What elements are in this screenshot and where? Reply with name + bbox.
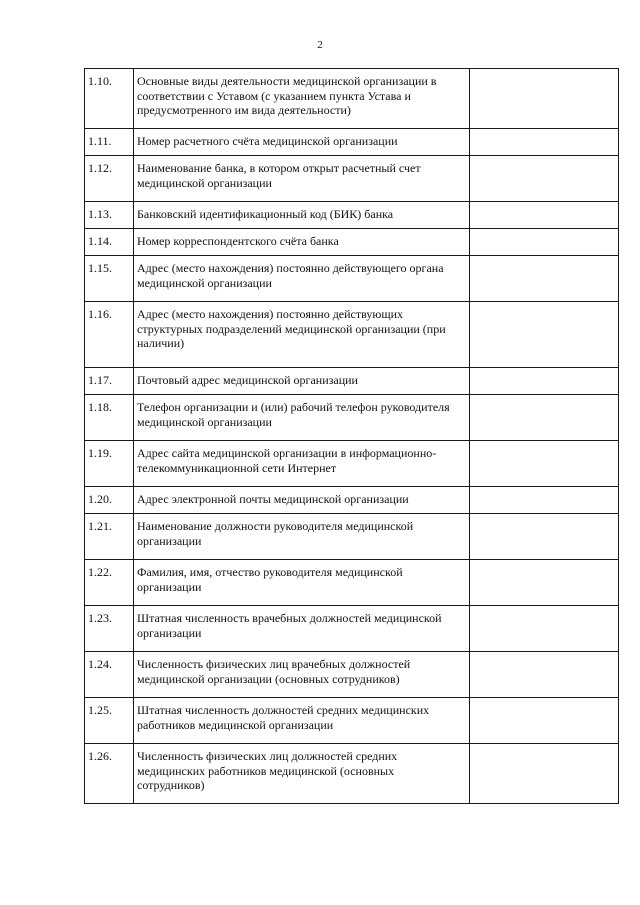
row-number: 1.11. — [85, 129, 134, 156]
row-number: 1.17. — [85, 368, 134, 395]
table-row — [85, 441, 619, 487]
row-value-cell[interactable] — [470, 229, 619, 256]
organization-info-table — [84, 68, 619, 804]
row-description: Штатная численность должностей средних медицинских работников медицинской организации — [134, 698, 470, 744]
row-value-cell[interactable] — [470, 606, 619, 652]
table-row — [85, 202, 619, 229]
row-value-cell[interactable] — [470, 441, 619, 487]
row-description: Банковский идентификационный код (БИК) банка — [134, 202, 470, 229]
row-description: Наименование должности руководителя медицинской организации — [134, 514, 470, 560]
row-number: 1.22. — [85, 560, 134, 606]
table-row — [85, 514, 619, 560]
row-number: 1.12. — [85, 156, 134, 202]
table-row — [85, 229, 619, 256]
row-number: 1.18. — [85, 395, 134, 441]
row-description: Адрес (место нахождения) постоянно действующих структурных подразделений медицинской организации (при наличии) — [134, 302, 470, 368]
table-row — [85, 606, 619, 652]
row-value-cell[interactable] — [470, 129, 619, 156]
row-description: Почтовый адрес медицинской организации — [134, 368, 470, 395]
row-number: 1.10. — [85, 69, 134, 129]
table-row — [85, 129, 619, 156]
row-description: Численность физических лиц должностей средних медицинских работников медицинской (основных сотрудников) — [134, 744, 470, 804]
row-value-cell[interactable] — [470, 744, 619, 804]
row-number: 1.24. — [85, 652, 134, 698]
row-number: 1.14. — [85, 229, 134, 256]
row-description: Номер расчетного счёта медицинской организации — [134, 129, 470, 156]
row-number: 1.19. — [85, 441, 134, 487]
row-number: 1.25. — [85, 698, 134, 744]
row-number: 1.15. — [85, 256, 134, 302]
row-description: Адрес электронной почты медицинской организации — [134, 487, 470, 514]
row-description: Номер корреспондентского счёта банка — [134, 229, 470, 256]
row-number: 1.20. — [85, 487, 134, 514]
row-number: 1.13. — [85, 202, 134, 229]
table-row — [85, 302, 619, 368]
row-description: Фамилия, имя, отчество руководителя медицинской организации — [134, 560, 470, 606]
row-description: Адрес сайта медицинской организации в информационно-телекоммуникационной сети Интернет — [134, 441, 470, 487]
table-row — [85, 395, 619, 441]
page-number: 2 — [317, 39, 323, 51]
table-row — [85, 560, 619, 606]
row-value-cell[interactable] — [470, 487, 619, 514]
row-description: Численность физических лиц врачебных должностей медицинской организации (основных сотрудников) — [134, 652, 470, 698]
row-value-cell[interactable] — [470, 368, 619, 395]
row-description: Адрес (место нахождения) постоянно действующего органа медицинской организации — [134, 256, 470, 302]
row-value-cell[interactable] — [470, 156, 619, 202]
row-description: Наименование банка, в котором открыт расчетный счет медицинской организации — [134, 156, 470, 202]
row-number: 1.16. — [85, 302, 134, 368]
table-row — [85, 698, 619, 744]
row-value-cell[interactable] — [470, 560, 619, 606]
table-row — [85, 156, 619, 202]
row-value-cell[interactable] — [470, 652, 619, 698]
row-number: 1.23. — [85, 606, 134, 652]
row-value-cell[interactable] — [470, 302, 619, 368]
row-value-cell[interactable] — [470, 69, 619, 129]
table-row — [85, 487, 619, 514]
row-description: Телефон организации и (или) рабочий телефон руководителя медицинской организации — [134, 395, 470, 441]
row-description: Штатная численность врачебных должностей медицинской организации — [134, 606, 470, 652]
table-row — [85, 744, 619, 804]
row-value-cell[interactable] — [470, 514, 619, 560]
table-row — [85, 368, 619, 395]
row-value-cell[interactable] — [470, 698, 619, 744]
row-value-cell[interactable] — [470, 395, 619, 441]
row-number: 1.26. — [85, 744, 134, 804]
table-row — [85, 69, 619, 129]
table-row — [85, 652, 619, 698]
row-value-cell[interactable] — [470, 256, 619, 302]
row-description: Основные виды деятельности медицинской организации в соответствии с Уставом (с указанием пункта Устава и предусмотренного им вида деятельности) — [134, 69, 470, 129]
table-row — [85, 256, 619, 302]
row-value-cell[interactable] — [470, 202, 619, 229]
row-number: 1.21. — [85, 514, 134, 560]
